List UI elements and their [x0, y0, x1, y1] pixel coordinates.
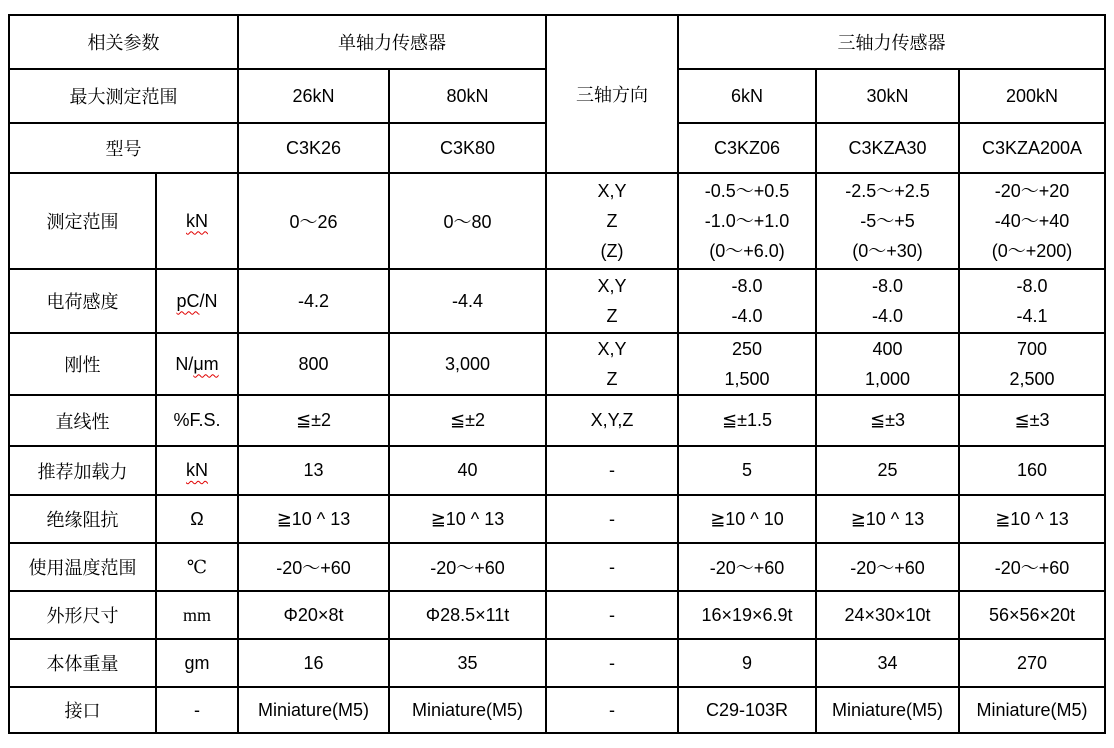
single-value-cell: ≧10 ^ 13 [389, 495, 546, 543]
axis-label-cell: - [546, 543, 678, 591]
unit-squiggle-text: pC [176, 290, 200, 311]
header-row-groups [9, 15, 1105, 69]
tri-value-cell: ≦±3 [959, 395, 1105, 446]
single-value-cell: 800 [238, 333, 389, 395]
tri-range-cell: 6kN [678, 69, 816, 123]
single-value-cell: 16 [238, 639, 389, 687]
row-label-cell: 本体重量 [9, 639, 156, 687]
max-range-label-cell: 最大测定范围 [9, 69, 238, 123]
value-line: 1,000 [864, 369, 911, 389]
axis-line: Z [606, 369, 618, 389]
value-line: 700 [1016, 339, 1048, 359]
unit-text: mm [182, 604, 211, 625]
tri-value-cell [959, 269, 1105, 333]
value-line: 400 [872, 339, 903, 359]
tri-model-cell: C3KZ06 [678, 123, 816, 173]
row-label-cell: 外形尺寸 [9, 591, 156, 639]
tri-value-cell: -20～+60 [959, 543, 1105, 591]
value-line: -8.0 [871, 276, 904, 296]
value-line: -4.0 [871, 306, 904, 326]
tri-value-cell [678, 333, 816, 395]
axis-label-cell: - [546, 639, 678, 687]
unit-cell [156, 269, 238, 333]
axis-label-cell [546, 173, 678, 269]
single-value-cell: -20～+60 [389, 543, 546, 591]
single-axis-group-header-cell: 单轴力传感器 [238, 15, 546, 69]
tri-value-cell: Miniature(M5) [816, 687, 959, 733]
value-line: -1.0～+1.0 [704, 211, 790, 231]
axis-label-cell: - [546, 446, 678, 495]
table-row-body-weight [9, 639, 1105, 687]
single-value-cell: 0～80 [389, 173, 546, 269]
axis-line: Z [606, 306, 618, 326]
single-value-cell: 13 [238, 446, 389, 495]
tri-value-cell: 34 [816, 639, 959, 687]
row-label-cell: 使用温度范围 [9, 543, 156, 591]
tri-value-cell: 9 [678, 639, 816, 687]
axis-label-cell: - [546, 687, 678, 733]
tri-value-cell [816, 333, 959, 395]
tri-value-cell [678, 173, 816, 269]
axis-line: X,Y [597, 276, 627, 296]
axis-label-cell: - [546, 591, 678, 639]
unit-squiggle-text: kN [186, 210, 208, 231]
tri-value-cell: C29-103R [678, 687, 816, 733]
table-row-charge-sensitivity [9, 269, 1105, 333]
tri-value-cell: -20～+60 [678, 543, 816, 591]
value-line: -0.5～+0.5 [704, 181, 790, 201]
single-value-cell: Φ28.5×11t [389, 591, 546, 639]
model-label-cell: 型号 [9, 123, 238, 173]
unit-text: N/ [175, 353, 194, 374]
value-line: (0～+6.0) [709, 241, 785, 261]
table-row-linearity [9, 395, 1105, 446]
axis-label-cell [546, 333, 678, 395]
tri-value-cell: ≧10 ^ 10 [678, 495, 816, 543]
tri-value-cell: ≦±1.5 [678, 395, 816, 446]
single-range-cell: 26kN [238, 69, 389, 123]
unit-cell [156, 173, 238, 269]
table-row-connector [9, 687, 1105, 733]
row-label-cell: 接口 [9, 687, 156, 733]
single-value-cell: 35 [389, 639, 546, 687]
value-line: -4.0 [731, 306, 763, 326]
tri-value-cell [959, 333, 1105, 395]
tri-range-cell: 200kN [959, 69, 1105, 123]
row-label-cell: 刚性 [9, 333, 156, 395]
axis-label-cell [546, 269, 678, 333]
table-row-operating-temperature [9, 543, 1105, 591]
axis-label-cell: X,Y,Z [546, 395, 678, 446]
tri-value-cell [816, 173, 959, 269]
tri-value-cell [959, 173, 1105, 269]
tri-value-cell: ≧10 ^ 13 [816, 495, 959, 543]
axis-line: X,Y [597, 339, 627, 359]
unit-text: gm [184, 652, 210, 673]
tri-value-cell: 270 [959, 639, 1105, 687]
tri-model-cell: C3KZA30 [816, 123, 959, 173]
param-group-header-cell: 相关参数 [9, 15, 238, 69]
unit-text: /N [199, 290, 218, 311]
axis-line: X,Y [597, 181, 627, 201]
value-line: 1,500 [724, 369, 770, 389]
axis-direction-header-cell: 三轴方向 [546, 15, 678, 173]
row-label-cell: 绝缘阻抗 [9, 495, 156, 543]
single-value-cell: ≦±2 [389, 395, 546, 446]
single-value-cell: 0～26 [238, 173, 389, 269]
unit-cell [156, 591, 238, 639]
single-range-cell: 80kN [389, 69, 546, 123]
value-line: (0～+30) [852, 241, 923, 261]
unit-cell [156, 543, 238, 591]
value-line: -20～+20 [994, 181, 1070, 201]
table-row-dimensions [9, 591, 1105, 639]
tri-model-cell: C3KZA200A [959, 123, 1105, 173]
table-row-recommended-load [9, 446, 1105, 495]
table-row-insulation-resistance [9, 495, 1105, 543]
row-label-cell: 电荷感度 [9, 269, 156, 333]
tri-value-cell: 5 [678, 446, 816, 495]
axis-label-cell: - [546, 495, 678, 543]
single-value-cell: ≧10 ^ 13 [238, 495, 389, 543]
tri-value-cell: Miniature(M5) [959, 687, 1105, 733]
tri-value-cell [816, 269, 959, 333]
unit-text: ℃ [186, 556, 208, 577]
value-line: -8.0 [731, 276, 763, 296]
single-model-cell: C3K80 [389, 123, 546, 173]
value-line: -8.0 [1016, 276, 1048, 296]
value-line: (0～+200) [991, 241, 1073, 261]
tri-value-cell: ≧10 ^ 13 [959, 495, 1105, 543]
value-line: -2.5～+2.5 [845, 181, 930, 201]
single-value-cell: Miniature(M5) [389, 687, 546, 733]
single-value-cell: 40 [389, 446, 546, 495]
value-line: -4.1 [1016, 306, 1048, 326]
single-value-cell: ≦±2 [238, 395, 389, 446]
single-value-cell: -4.4 [389, 269, 546, 333]
tri-value-cell: 160 [959, 446, 1105, 495]
single-value-cell: -20～+60 [238, 543, 389, 591]
single-value-cell: Φ20×8t [238, 591, 389, 639]
unit-cell [156, 495, 238, 543]
tri-value-cell: ≦±3 [816, 395, 959, 446]
sensor-spec-table [8, 14, 1106, 734]
unit-cell [156, 333, 238, 395]
unit-text: %F.S. [173, 410, 221, 430]
value-line: 250 [731, 339, 763, 359]
unit-cell [156, 446, 238, 495]
tri-value-cell: 16×19×6.9t [678, 591, 816, 639]
tri-value-cell: 25 [816, 446, 959, 495]
value-line: -5～+5 [860, 211, 915, 231]
single-model-cell: C3K26 [238, 123, 389, 173]
unit-cell [156, 639, 238, 687]
single-value-cell: Miniature(M5) [238, 687, 389, 733]
tri-value-cell: 24×30×10t [816, 591, 959, 639]
value-line: -40～+40 [994, 211, 1070, 231]
tri-value-cell: -20～+60 [816, 543, 959, 591]
unit-text: Ω [190, 508, 204, 529]
single-value-cell: 3,000 [389, 333, 546, 395]
unit-cell [156, 687, 238, 733]
axis-line: Z [606, 211, 618, 231]
axis-line: (Z) [600, 241, 624, 261]
unit-squiggle-text: kN [186, 460, 208, 480]
unit-text: - [194, 699, 200, 720]
tri-value-cell: 56×56×20t [959, 591, 1105, 639]
table-row-measuring-range [9, 173, 1105, 269]
unit-squiggle-text: μm [193, 353, 219, 374]
table-row-rigidity [9, 333, 1105, 395]
row-label-cell: 直线性 [9, 395, 156, 446]
tri-value-cell [678, 269, 816, 333]
triaxial-group-header-cell: 三轴力传感器 [678, 15, 1105, 69]
value-line: 2,500 [1009, 369, 1055, 389]
row-label-cell: 测定范围 [9, 173, 156, 269]
tri-range-cell: 30kN [816, 69, 959, 123]
single-value-cell: -4.2 [238, 269, 389, 333]
row-label-cell: 推荐加载力 [9, 446, 156, 495]
unit-cell [156, 395, 238, 446]
